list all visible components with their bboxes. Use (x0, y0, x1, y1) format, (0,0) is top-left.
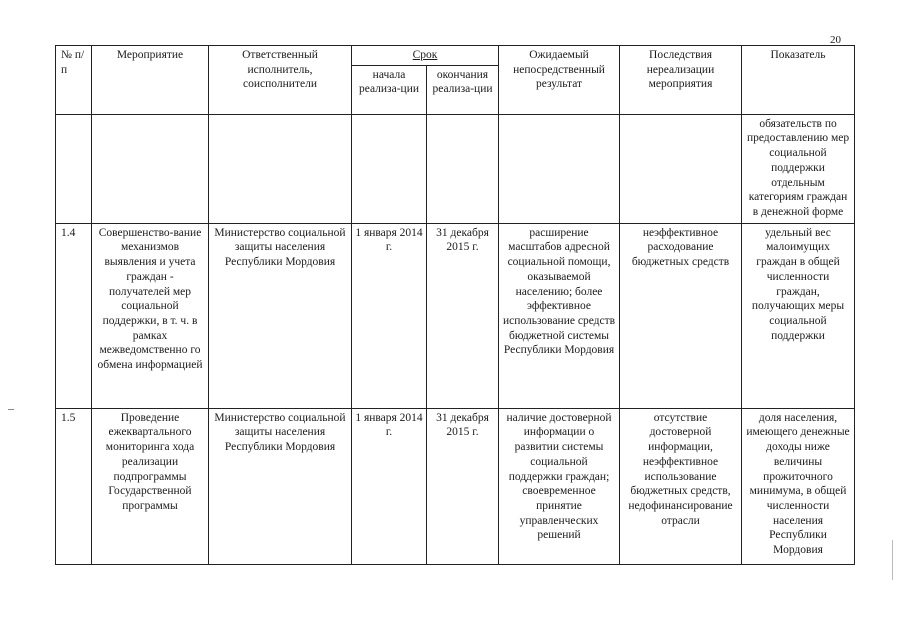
table-row (56, 114, 855, 223)
header-responsible: Ответственный исполнитель, соисполнители (209, 46, 352, 115)
header-event: Мероприятие (92, 46, 209, 115)
scan-artifact (8, 409, 14, 410)
row-consequences (620, 114, 742, 223)
row-start (352, 114, 427, 223)
row-consequences: отсутствие достоверной информации, неэффективное использование бюджетных средств, недофинансирование отрасли (620, 408, 742, 564)
header-num: № п/п (56, 46, 92, 115)
table-row (56, 408, 855, 564)
row-start: 1 января 2014 г. (352, 408, 427, 564)
row-event (92, 114, 209, 223)
row-responsible (209, 114, 352, 223)
row-expected (499, 114, 620, 223)
program-events-table (55, 45, 855, 565)
table-row (56, 223, 855, 408)
row-num: 1.5 (56, 408, 92, 564)
header-term: Срок (352, 46, 499, 66)
scan-artifact (892, 540, 893, 580)
header-expected-result: Ожидаемый непосредственный результат (499, 46, 620, 115)
header-term-end: окончания реализа-ции (427, 65, 499, 114)
row-responsible: Министерство социальной защиты населения Республики Мордовия (209, 408, 352, 564)
row-end (427, 114, 499, 223)
row-indicator: доля населения, имеющего денежные доходы ниже величины прожиточного минимума, в общей численности населения Республики Мордовия (742, 408, 855, 564)
header-indicator: Показатель (742, 46, 855, 115)
row-event: Проведение ежеквартального мониторинга хода реализации подпрограммы Государственной программы (92, 408, 209, 564)
page-number: 20 (830, 34, 841, 46)
row-consequences: неэффективное расходование бюджетных средств (620, 223, 742, 408)
row-indicator: удельный вес малоимущих граждан в общей численности граждан, получающих меры социальной поддержки (742, 223, 855, 408)
row-expected: расширение масштабов адресной социальной помощи, оказываемой населению; более эффективное использование средств бюджетной системы Республики Мордовия (499, 223, 620, 408)
row-responsible: Министерство социальной защиты населения Республики Мордовия (209, 223, 352, 408)
header-consequences: Последствия нереализации мероприятия (620, 46, 742, 115)
row-indicator: обязательств по предоставлению мер социальной поддержки отдельным категориям граждан в денежной форме (742, 114, 855, 223)
row-num (56, 114, 92, 223)
row-expected: наличие достоверной информации о развитии системы социальной поддержки граждан; своевременное принятие управленческих решений (499, 408, 620, 564)
row-start: 1 января 2014 г. (352, 223, 427, 408)
row-end: 31 декабря 2015 г. (427, 408, 499, 564)
row-num: 1.4 (56, 223, 92, 408)
row-event: Совершенство-вание механизмов выявления и учета граждан - получателей мер социальной поддержки, в т. ч. в рамках межведомственно го обмена информацией (92, 223, 209, 408)
row-end: 31 декабря 2015 г. (427, 223, 499, 408)
header-term-start: начала реализа-ции (352, 65, 427, 114)
